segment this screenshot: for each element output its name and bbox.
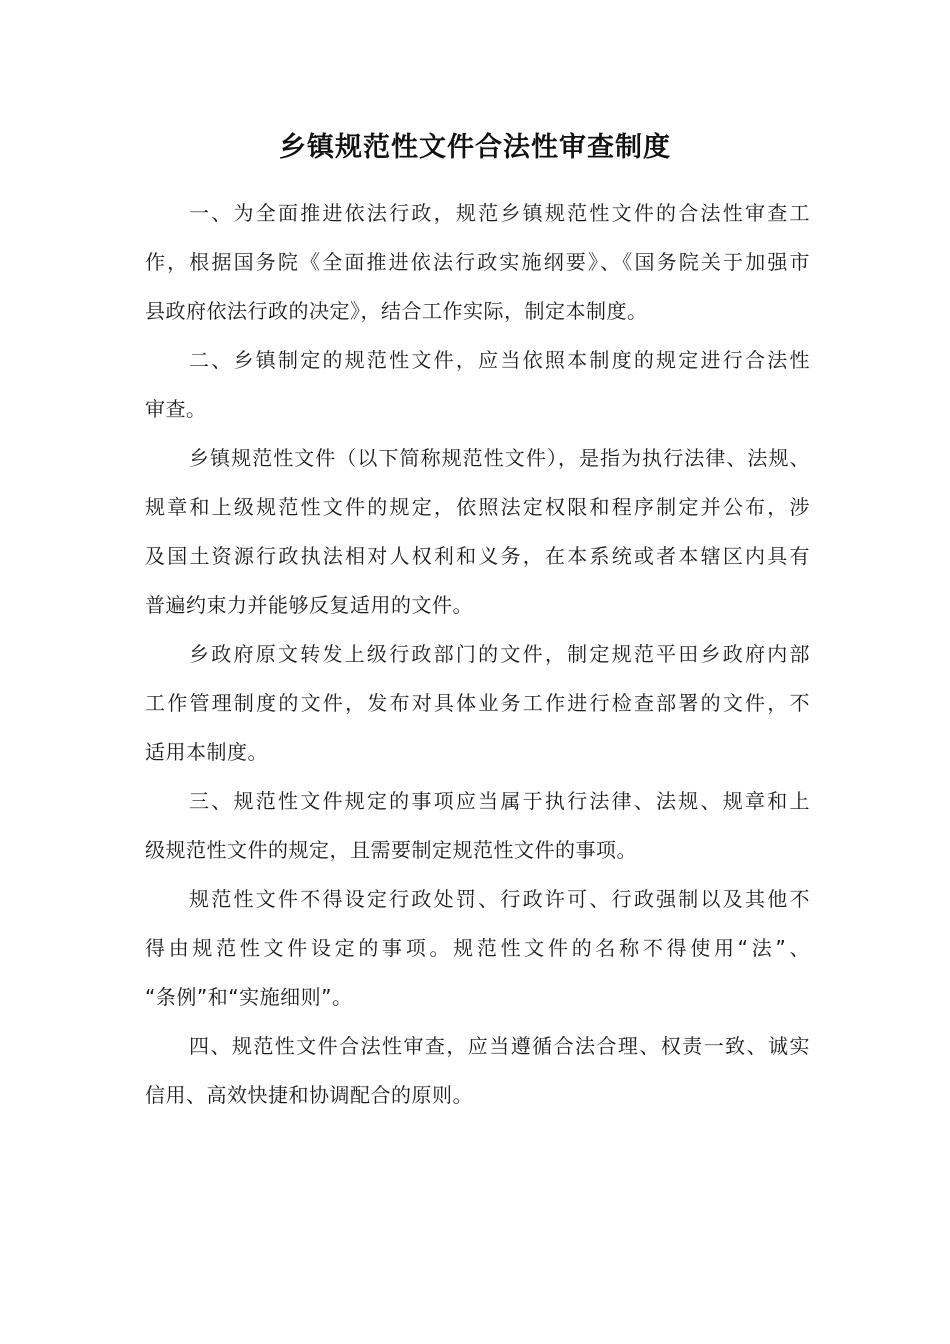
paragraph-line: 审查。 [145, 397, 207, 421]
paragraph-line: 四、规范性文件合法性审查，应当遵循合法合理、权责一致、诚实 [189, 1034, 810, 1058]
paragraph-line: 级规范性文件的规定，且需要制定规范性文件的事项。 [145, 838, 637, 862]
paragraph-line: 乡政府原文转发上级行政部门的文件，制定规范平田乡政府内部 [189, 642, 810, 666]
paragraph-line: 工作管理制度的文件，发布对具体业务工作进行检查部署的文件，不 [145, 691, 810, 715]
paragraph-line: 规范性文件不得设定行政处罚、行政许可、行政强制以及其他不 [189, 887, 810, 911]
paragraph-line: 得由规范性文件设定的事项。规范性文件的名称不得使用“法”、 [145, 936, 810, 960]
paragraph-line: 及国土资源行政执法相对人权利和义务，在本系统或者本辖区内具有 [145, 544, 810, 568]
document-title: 乡镇规范性文件合法性审查制度 [279, 132, 671, 163]
document-body [145, 196, 810, 1127]
paragraph-line: 规章和上级规范性文件的规定，依照法定权限和程序制定并公布，涉 [145, 495, 810, 519]
paragraph-line: 三、规范性文件规定的事项应当属于执行法律、法规、规章和上 [189, 789, 810, 813]
paragraph-line: “条例”和“实施细则”。 [145, 985, 353, 1009]
paragraph-line: 普遍约束力并能够反复适用的文件。 [145, 593, 473, 617]
paragraph-line: 信用、高效快捷和协调配合的原则。 [145, 1083, 473, 1107]
paragraph-line: 作，根据国务院《全面推进依法行政实施纲要》、《国务院关于加强市 [145, 250, 810, 274]
paragraph-line: 乡镇规范性文件（以下简称规范性文件），是指为执行法律、法规、 [189, 446, 810, 470]
paragraph-line: 县政府依法行政的决定》，结合工作实际，制定本制度。 [145, 299, 648, 323]
paragraph-line: 适用本制度。 [145, 740, 268, 764]
paragraph-line: 二、乡镇制定的规范性文件，应当依照本制度的规定进行合法性 [189, 348, 810, 372]
paragraph-line: 一、为全面推进依法行政，规范乡镇规范性文件的合法性审查工 [189, 201, 810, 225]
